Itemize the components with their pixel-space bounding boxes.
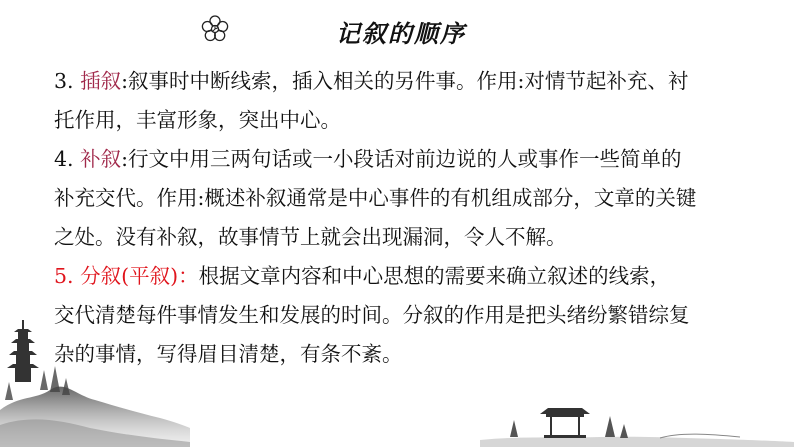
section-text: 之处。没有补叙，故事情节上就会出现漏洞，令人不解。: [54, 225, 567, 249]
ink-pavilion-landscape: [480, 392, 794, 447]
ink-pagoda-landscape: [0, 300, 190, 447]
term-separator: :: [121, 147, 129, 171]
section-text: 根据文章内容和中心思想的需要来确立叙述的线索，: [198, 264, 671, 288]
term-insert-narration: 插叙: [80, 69, 122, 93]
section-text: 托作用，丰富形象，突出中心。: [54, 108, 341, 132]
term-separator: :: [121, 69, 129, 93]
section-text: 补充交代。作用:概述补叙通常是中心事件的有机组成部分，文章的关键: [54, 186, 697, 210]
section-text: 交代清楚每件事情发生和发展的时间。分叙的作用是把头绪纷繁错综复: [54, 303, 690, 327]
section-number: 3.: [54, 69, 74, 93]
section-number: 5.: [54, 264, 74, 288]
section-text: 杂的事情，写得眉目清楚，有条不紊。: [54, 342, 403, 366]
section-text: 行文中用三两句话或一小段话对前边说的人或事作一些简单的: [128, 147, 682, 171]
section-insert-narration: [34, 62, 774, 140]
header: [0, 12, 794, 48]
term-parallel-narration: 分叙(平叙): [80, 264, 179, 288]
section-supplementary-narration: [34, 140, 774, 257]
section-text: 叙事时中断线索，插入相关的另件事。作用:对情节起补充、衬: [128, 69, 689, 93]
section-number: 4.: [54, 147, 74, 171]
plum-blossom-icon: [200, 14, 230, 44]
term-supplementary-narration: 补叙: [80, 147, 122, 171]
term-separator: ：: [178, 264, 199, 288]
page-title: 记叙的顺序: [336, 20, 466, 48]
